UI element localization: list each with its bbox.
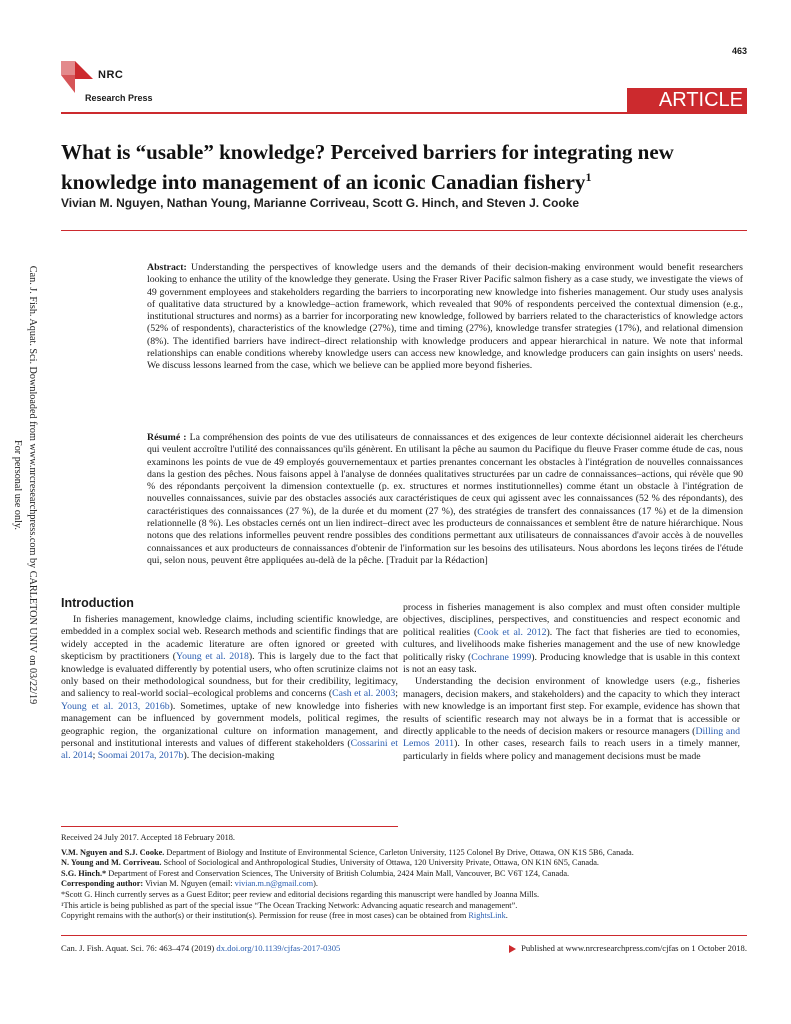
logo-nrc-text: NRC: [98, 69, 124, 81]
citation-link[interactable]: Cook et al. 2012: [477, 626, 547, 638]
citation-link[interactable]: Soomai 2017a, 2017b: [97, 750, 184, 762]
personal-use-line: For personal use only.: [12, 440, 23, 530]
affiliation-2: [61, 858, 741, 869]
citation-link[interactable]: Cash et al. 2003: [332, 688, 396, 700]
affiliation-2-text: School of Sociological and Anthropological Studies, University of Ottawa, 120 University Private, Ottawa, ON K1N 6N5, Canada.: [161, 858, 600, 868]
body-text: ). The fact that fisheries are tied to economies, cultures, and livelihoods make fisheries management and the use of new knowledge politically risky (: [403, 626, 740, 663]
title-footnote-marker: 1: [585, 170, 592, 184]
paper-title-text: What is “usable” knowledge? Perceived barriers for integrating new knowledge into management of an iconic Canadian fishery: [61, 140, 674, 194]
footer-rule: [61, 935, 747, 936]
corresponding-label: Corresponding author:: [61, 879, 144, 889]
resume-text: La compréhension des points de vue des utilisateurs de connaissances et des exigences de leur contexte décisionnel aiderait les chercheurs qui veulent accroître l'utilité des connaissances qu'ils génèrent. En utilisant la pêche au saumon du Pacifique du fleuve Fraser comme étude de cas, nous examinons les points de vue de 49 employés gouvernementaux et parties prenantes concernant les obstacles à l'intégration de nouvelles connaissances dans la gestion des pêches. Nous faisons appel à l'analyse de données qualitatives structurées par un cadre de connaissances–actions, qui révèle que 90 % des répondants perçoivent la dimension contextuelle (p. ex. structures et normes institutionnelles) comme étant un obstacle à l'intégration de nouvelles connaissances, suivie par des obstacles associés aux caractéristiques de ceux qui agissent avec les connaissances (52 % des répondants), des caractéristiques des connaissances (27 %), de la durée et du moment (27 %), des stratégies de transfert des connaissances (17 %) et de la dimension relationnelle (8 %). Les obstacles cernés ont un lien indirect–direct avec les producteurs de connaissances et semblent être de nature hiérarchique. Nous notons que des relations informelles peuvent rendre possibles des conditions permettant aux utilisateurs de connaissances d'avoir accès à de nouvelles connaissances et aux producteurs de connaissances d'obtenir de l'information sur les besoins des utilisateurs. Nous abordons les leçons tirées de l'étude qui, selon nous, peuvent être appliquées au-delà de la pêche. [Traduit par la Rédaction]: [147, 432, 744, 566]
body-text: process in fisheries management is also complex and must often consider multiple objectives, disciplines, perspectives, and constituencies and respect economic and political realities (: [403, 602, 740, 638]
logo-press-text: Research Press: [85, 93, 153, 103]
editor-note: *Scott G. Hinch currently serves as a Guest Editor; peer review and editorial decisions regarding this manuscript were handled by Joanna Mills.: [61, 889, 540, 899]
corresponding-text: Vivian M. Nguyen (email:: [143, 879, 235, 889]
body-text: Understanding the decision environment of knowledge users (e.g., fisheries managers, decision makers, and stakeholders) and the capacity to which they interact with new knowledge is an important first step. For example, evidence has shown that results of scientific research may not always be in a format that is accessible or directly applicable to the needs of decision makers or resource managers (: [403, 676, 740, 738]
abstract: [147, 262, 743, 373]
body-text: ;: [395, 688, 399, 700]
abstract-text: Understanding the perspectives of knowledge users and the demands of their decision-making environment would benefit researchers looking to enhance the utility of the knowledge they generate. Using the Fraser River Pacific salmon fishery as a case study, we investigate the views of 49 government employees and stakeholders regarding the barriers to incorporating new knowledge into fisheries management. Our study uses analysis of qualitative data structured by a knowledge–action framework, which revealed that 90% of respondents perceived the contextual dimension (e.g., institutional structures and norms) as a barrier for incorporating new knowledge, followed by barriers related to the characteristics of knowledge actors (52% of respondents), characteristics of the knowledge (27%), time and timing (27%), knowledge transfer strategies (17%), and relational dimension (8%). The identified barriers have indirect–direct relationship with knowledge producers and appear hierarchical in nature. We note that informal relationships can enable conditions whereby knowledge users can access new knowledge, and knowledge producers can gain insights on users' needs. We discuss lessons learned from the case, which we believe can be applied more beyond fisheries.: [147, 262, 743, 372]
body-text: ). The decision-making: [183, 750, 275, 762]
published-text: Published at www.nrcresearchpress.com/cjfas on 1 October 2018.: [521, 943, 747, 953]
rightslink-link[interactable]: RightsLink: [468, 911, 506, 921]
article-badge: ARTICLE: [627, 88, 747, 113]
footnotes: [61, 826, 741, 922]
intro-right-column: [403, 602, 740, 763]
body-text: ). This is largely due to the fact that knowledge is evaluated differently by potential users, who often scrutinize claims not only based on their methodological soundness, but for their credibility, legitimacy, and saliency to real-world social–ecological problems and concerns (: [61, 651, 398, 700]
citation-link[interactable]: Cossarini et al. 2014: [61, 738, 399, 762]
author-rule: [61, 230, 747, 231]
received-dates: Received 24 July 2017. Accepted 18 February 2018.: [61, 833, 235, 842]
nrc-logo: [61, 61, 171, 107]
copyright-end: .: [505, 911, 508, 921]
triangle-icon: [509, 945, 516, 953]
author-list: Vivian M. Nguyen, Nathan Young, Marianne Corriveau, Scott G. Hinch, and Steven J. Cooke: [61, 196, 580, 210]
affiliation-1-text: Department of Biology and Institute of Environmental Science, Carleton University, 1125 Colonel By Drive, Ottawa, ON K1S 5B6, Canada.: [164, 847, 634, 857]
download-watermark: [6, 205, 40, 765]
resume-label: Résumé :: [147, 432, 187, 443]
intro-left-column: [61, 614, 398, 763]
intro-paragraph-2: [403, 676, 740, 763]
affiliation-1: [61, 848, 741, 859]
journal-citation-text: Can. J. Fish. Aquat. Sci. 76: 463–474 (2019): [61, 943, 217, 953]
page-number: 463: [731, 46, 747, 56]
affiliation-1-names: V.M. Nguyen and S.J. Cooke.: [61, 847, 165, 857]
header-rule: [61, 112, 747, 114]
citation-link[interactable]: Dilling and Lemos 2011: [403, 726, 740, 750]
special-issue-note: ¹This article is being published as part of the special issue “The Ocean Tracking Network: Advancing aquatic research and management”.: [61, 900, 518, 910]
footnote-rule: [61, 826, 398, 827]
corresponding-end: ).: [313, 879, 318, 889]
body-text: ). Producing knowledge that is usable in this context is not an easy task.: [403, 651, 740, 676]
citation-link[interactable]: Young et al. 2018: [175, 651, 249, 663]
body-text: ;: [92, 750, 98, 762]
introduction-heading: Introduction: [61, 596, 134, 610]
affiliation-3-names: S.G. Hinch.*: [61, 868, 107, 878]
affiliation-2-names: N. Young and M. Corriveau.: [61, 858, 162, 868]
paper-title: [61, 140, 741, 195]
affiliation-3-text: Department of Forest and Conservation Sciences, The University of British Columbia, 2424 Main Mall, Vancouver, BC V6T 1Z4, Canada.: [106, 868, 570, 878]
body-text: ). In other cases, research fails to reach users in a timely manner, particularly in fields where policy and management decisions must be made: [403, 738, 741, 762]
citation-link[interactable]: Young et al. 2013, 2016b: [61, 700, 170, 712]
intro-paragraph-continued: [403, 602, 740, 676]
body-text: ). Sometimes, uptake of new knowledge into fisheries management can be influenced by government models, political regimes, the geographic region, the organizational culture on information management, and personal and institutional interests and values of different stakeholders (: [61, 700, 398, 750]
corresponding-author: [61, 879, 741, 890]
journal-citation: [61, 943, 340, 953]
affiliation-3: [61, 869, 741, 880]
corresponding-email-link[interactable]: vivian.m.n@gmail.com: [234, 879, 314, 889]
published-online: [509, 943, 747, 953]
copyright-note: [61, 911, 741, 922]
download-line: Can. J. Fish. Aquat. Sci. Downloaded from www.nrcresearchpress.com by CARLETON UNIV on 03/22/19: [27, 265, 38, 705]
citation-link[interactable]: Cochrane 1999: [471, 651, 532, 663]
nrc-logo-icon: [61, 61, 97, 93]
body-text: In fisheries management, knowledge claims, including scientific knowledge, are embedded in a complex social web. Research methods and scientific findings that are widely accepted in the academic literature are often ignored or greeted with skepticism by practitioners (: [61, 614, 398, 663]
copyright-text: Copyright remains with the author(s) or their institution(s). Permission for reuse (free in most cases) can be obtained from: [61, 911, 469, 921]
abstract-label: Abstract:: [147, 262, 187, 273]
resume: [147, 432, 743, 567]
doi-link[interactable]: dx.doi.org/10.1139/cjfas-2017-0305: [216, 943, 341, 953]
